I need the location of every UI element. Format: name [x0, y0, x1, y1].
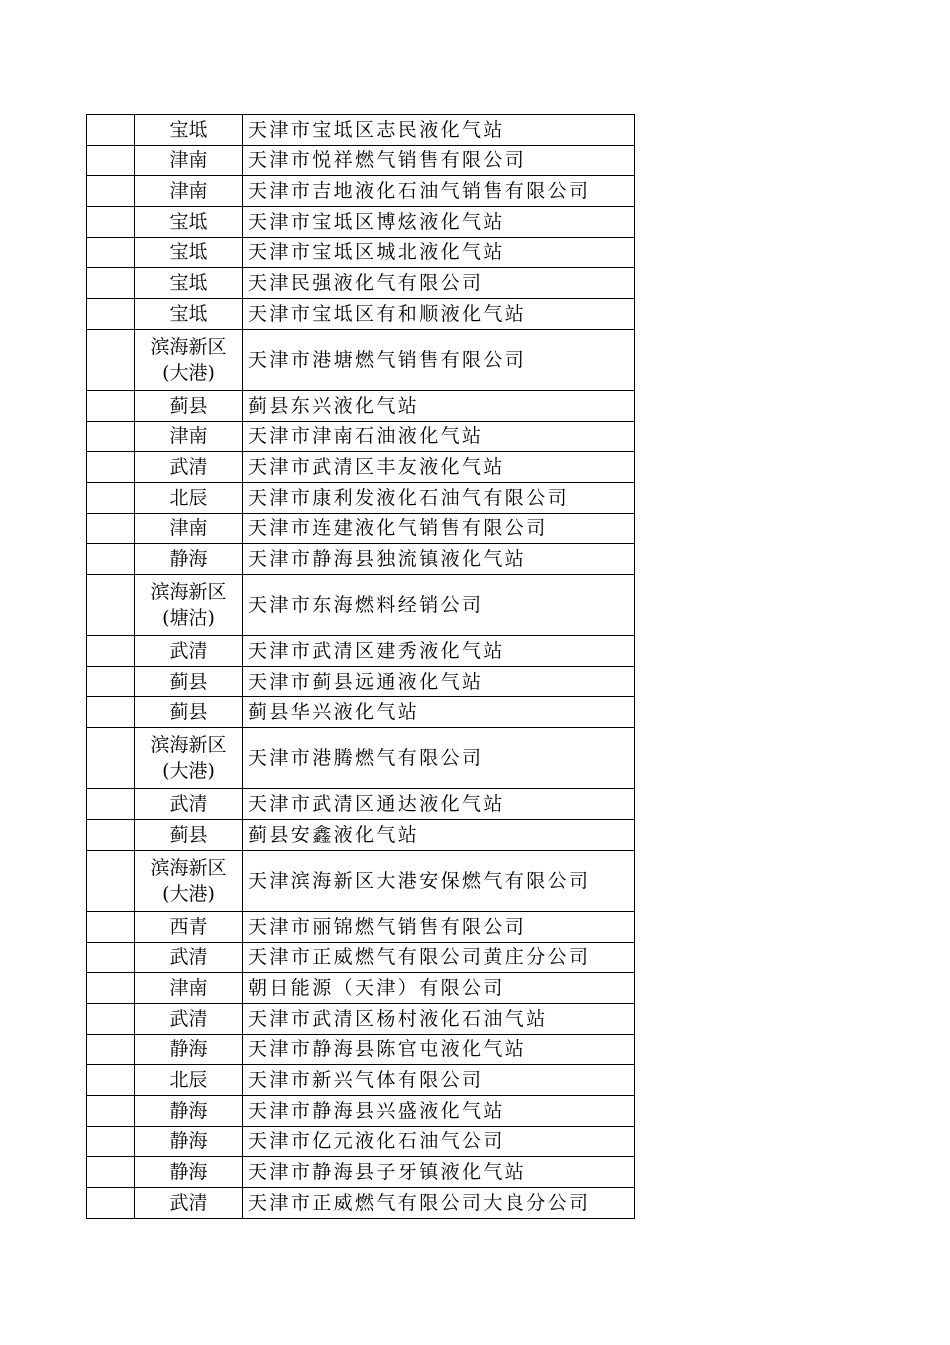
index-cell: [87, 298, 135, 329]
station-name-cell: 蓟县华兴液化气站: [243, 697, 635, 728]
station-name-cell: 天津市正威燃气有限公司大良分公司: [243, 1187, 635, 1218]
index-cell: [87, 268, 135, 299]
station-name-cell: 天津市宝坻区志民液化气站: [243, 115, 635, 146]
index-cell: [87, 636, 135, 667]
district-cell: 津南: [135, 513, 243, 544]
station-name-cell: 天津市宝坻区博炫液化气站: [243, 206, 635, 237]
station-name-cell: 天津市武清区通达液化气站: [243, 789, 635, 820]
table-row: [87, 666, 635, 697]
table-row: [87, 574, 635, 635]
table-row: [87, 728, 635, 789]
district-cell: 西青: [135, 912, 243, 943]
station-name-cell: 天津市正威燃气有限公司黄庄分公司: [243, 942, 635, 973]
index-cell: [87, 820, 135, 851]
district-cell: 滨海新区 (大港): [135, 850, 243, 911]
station-name-cell: 天津市武清区丰友液化气站: [243, 452, 635, 483]
table-row: [87, 115, 635, 146]
table-row: [87, 1003, 635, 1034]
district-cell: 宝坻: [135, 115, 243, 146]
index-cell: [87, 973, 135, 1004]
table-row: [87, 850, 635, 911]
district-cell: 宝坻: [135, 206, 243, 237]
table-row: [87, 636, 635, 667]
index-cell: [87, 390, 135, 421]
index-cell: [87, 329, 135, 390]
index-cell: [87, 1034, 135, 1065]
station-name-cell: 天津市静海县陈官屯液化气站: [243, 1034, 635, 1065]
index-cell: [87, 850, 135, 911]
index-cell: [87, 237, 135, 268]
district-cell: 滨海新区 (大港): [135, 728, 243, 789]
index-cell: [87, 1003, 135, 1034]
district-cell: 武清: [135, 942, 243, 973]
table-row: [87, 237, 635, 268]
table-row: [87, 390, 635, 421]
station-name-cell: 天津滨海新区大港安保燃气有限公司: [243, 850, 635, 911]
table-row: [87, 145, 635, 176]
station-name-cell: 天津市吉地液化石油气销售有限公司: [243, 176, 635, 207]
index-cell: [87, 728, 135, 789]
table-row: [87, 1095, 635, 1126]
table-row: [87, 268, 635, 299]
table-row: [87, 329, 635, 390]
station-name-cell: 蓟县东兴液化气站: [243, 390, 635, 421]
table-row: [87, 697, 635, 728]
station-name-cell: 天津市静海县子牙镇液化气站: [243, 1157, 635, 1188]
district-cell: 宝坻: [135, 298, 243, 329]
district-cell: 宝坻: [135, 268, 243, 299]
district-cell: 津南: [135, 973, 243, 1004]
table-row: [87, 820, 635, 851]
table-row: [87, 942, 635, 973]
district-cell: 静海: [135, 1034, 243, 1065]
district-cell: 蓟县: [135, 820, 243, 851]
table-row: [87, 973, 635, 1004]
district-cell: 北辰: [135, 482, 243, 513]
district-cell: 蓟县: [135, 666, 243, 697]
index-cell: [87, 1095, 135, 1126]
station-name-cell: 天津市亿元液化石油气公司: [243, 1126, 635, 1157]
district-cell: 津南: [135, 421, 243, 452]
table-row: [87, 513, 635, 544]
district-cell: 蓟县: [135, 697, 243, 728]
index-cell: [87, 452, 135, 483]
table-row: [87, 298, 635, 329]
index-cell: [87, 912, 135, 943]
table-row: [87, 421, 635, 452]
station-name-cell: 天津市宝坻区城北液化气站: [243, 237, 635, 268]
index-cell: [87, 544, 135, 575]
index-cell: [87, 145, 135, 176]
table-row: [87, 1157, 635, 1188]
table-row: [87, 452, 635, 483]
district-cell: 武清: [135, 1003, 243, 1034]
index-cell: [87, 697, 135, 728]
station-name-cell: 天津市新兴气体有限公司: [243, 1065, 635, 1096]
station-name-cell: 蓟县安鑫液化气站: [243, 820, 635, 851]
table-row: [87, 1187, 635, 1218]
table-row: [87, 206, 635, 237]
district-cell: 静海: [135, 1095, 243, 1126]
table-row: [87, 1126, 635, 1157]
index-cell: [87, 206, 135, 237]
station-table-body: [87, 115, 635, 1219]
district-cell: 蓟县: [135, 390, 243, 421]
station-name-cell: 天津市东海燃料经销公司: [243, 574, 635, 635]
index-cell: [87, 1126, 135, 1157]
index-cell: [87, 115, 135, 146]
table-row: [87, 789, 635, 820]
station-name-cell: 天津市静海县兴盛液化气站: [243, 1095, 635, 1126]
district-cell: 武清: [135, 636, 243, 667]
index-cell: [87, 1157, 135, 1188]
station-name-cell: 天津市连建液化气销售有限公司: [243, 513, 635, 544]
station-name-cell: 天津市蓟县远通液化气站: [243, 666, 635, 697]
district-cell: 滨海新区 (大港): [135, 329, 243, 390]
station-name-cell: 天津市武清区建秀液化气站: [243, 636, 635, 667]
table-row: [87, 1065, 635, 1096]
station-name-cell: 天津市静海县独流镇液化气站: [243, 544, 635, 575]
station-name-cell: 天津民强液化气有限公司: [243, 268, 635, 299]
district-cell: 静海: [135, 544, 243, 575]
station-name-cell: 天津市宝坻区有和顺液化气站: [243, 298, 635, 329]
index-cell: [87, 666, 135, 697]
index-cell: [87, 789, 135, 820]
station-name-cell: 天津市港塘燃气销售有限公司: [243, 329, 635, 390]
district-cell: 静海: [135, 1126, 243, 1157]
index-cell: [87, 1065, 135, 1096]
station-name-cell: 天津市悦祥燃气销售有限公司: [243, 145, 635, 176]
district-cell: 武清: [135, 789, 243, 820]
district-cell: 宝坻: [135, 237, 243, 268]
station-name-cell: 天津市港腾燃气有限公司: [243, 728, 635, 789]
index-cell: [87, 513, 135, 544]
table-row: [87, 482, 635, 513]
district-cell: 滨海新区 (塘沽): [135, 574, 243, 635]
district-cell: 武清: [135, 1187, 243, 1218]
index-cell: [87, 574, 135, 635]
station-name-cell: 天津市武清区杨村液化石油气站: [243, 1003, 635, 1034]
station-table: [86, 114, 635, 1219]
table-row: [87, 544, 635, 575]
index-cell: [87, 421, 135, 452]
station-name-cell: 天津市津南石油液化气站: [243, 421, 635, 452]
index-cell: [87, 1187, 135, 1218]
station-name-cell: 天津市康利发液化石油气有限公司: [243, 482, 635, 513]
district-cell: 武清: [135, 452, 243, 483]
table-row: [87, 1034, 635, 1065]
table-row: [87, 912, 635, 943]
index-cell: [87, 942, 135, 973]
table-row: [87, 176, 635, 207]
index-cell: [87, 176, 135, 207]
district-cell: 静海: [135, 1157, 243, 1188]
district-cell: 北辰: [135, 1065, 243, 1096]
district-cell: 津南: [135, 176, 243, 207]
district-cell: 津南: [135, 145, 243, 176]
index-cell: [87, 482, 135, 513]
station-name-cell: 天津市丽锦燃气销售有限公司: [243, 912, 635, 943]
station-name-cell: 朝日能源（天津）有限公司: [243, 973, 635, 1004]
